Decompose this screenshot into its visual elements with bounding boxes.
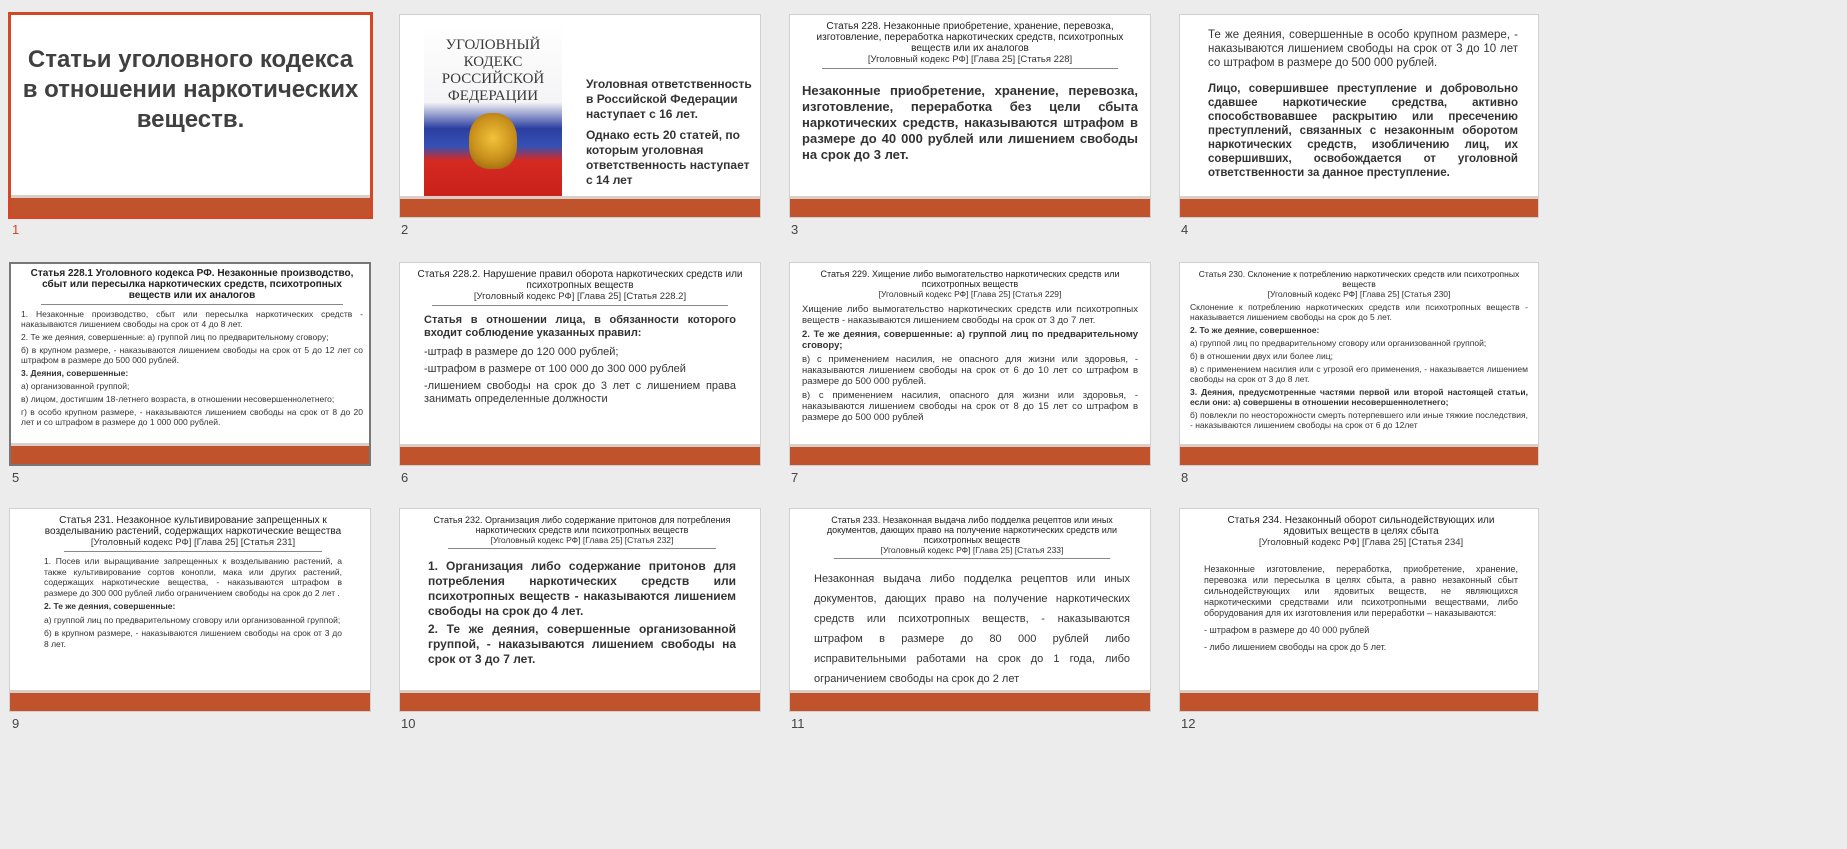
slide-thumbnail-5[interactable]	[9, 262, 371, 466]
slide-footer-bar	[790, 196, 1150, 217]
slide-footer-bar	[400, 196, 760, 217]
slide-number: 9	[12, 716, 20, 731]
article-reference: [Уголовный кодекс РФ] [Глава 25] [Статья 230]	[1267, 289, 1451, 299]
article-header: Статья 231. Незаконное культивирование запрещенных к возделыванию растений, содержащих наркотические вещества	[44, 515, 342, 537]
slide-paragraph: Уголовная ответственность в Российской Федерации наступает с 16 лет.	[586, 77, 752, 121]
slide-line: г) в особо крупном размере, - наказываются лишением свободы на срок от 8 до 20 лет и со штрафом в размере до 1 000 000 рублей.	[21, 407, 363, 427]
slide-number: 5	[12, 470, 20, 485]
slide-footer-bar	[1180, 196, 1538, 217]
slide-line: -лишением свободы на срок до 3 лет с лишением права занимать определенные должности	[424, 380, 736, 405]
slide-number: 2	[401, 222, 409, 237]
slide-line: -штраф в размере до 120 000 рублей;	[424, 346, 619, 358]
divider	[41, 304, 343, 305]
article-reference: [Уголовный кодекс РФ] [Глава 25] [Статья 232]	[490, 535, 674, 545]
slide-thumbnail-1[interactable]	[8, 12, 373, 219]
slide-thumbnail-12[interactable]	[1179, 508, 1539, 712]
slide-thumbnail-8[interactable]	[1179, 262, 1539, 466]
slide-content	[814, 515, 1130, 689]
slide-footer-bar	[11, 195, 370, 216]
slide-footer-bar	[790, 690, 1150, 711]
article-reference: [Уголовный кодекс РФ] [Глава 25] [Статья 231]	[90, 537, 296, 548]
slide-thumbnail-6[interactable]	[399, 262, 761, 466]
slide-line: б) повлекли по неосторожности смерть потерпевшего или иные тяжкие последствия, - наказываются лишением свободы на срок от 6 до 12лет	[1190, 410, 1528, 430]
slide-thumbnail-2[interactable]	[399, 14, 761, 218]
slide-content	[1208, 25, 1518, 195]
divider	[448, 548, 716, 549]
divider	[432, 305, 728, 306]
slide-number: 3	[791, 222, 799, 237]
slide-thumbnail-7[interactable]	[789, 262, 1151, 466]
slide-content	[1190, 269, 1528, 443]
article-reference: [Уголовный кодекс РФ] [Глава 25] [Статья 228.2]	[473, 291, 687, 302]
slide-content	[412, 269, 748, 443]
article-header: Статья 230. Склонение к потреблению наркотических средств или психотропных веществ	[1198, 269, 1520, 289]
slide-text	[586, 77, 754, 188]
slide-line: - либо лишением свободы на срок до 5 лет.	[1204, 642, 1387, 652]
slide-thumbnail-10[interactable]	[399, 508, 761, 712]
slide-line: б) в отношении двух или более лиц;	[1190, 351, 1333, 361]
slide-line: Хищение либо вымогательство наркотических средств или психотропных веществ - наказываются лишением свободы на срок от 3 до 7 лет.	[802, 304, 1138, 326]
slide-number: 7	[791, 470, 799, 485]
article-header: Статья 228.2. Нарушение правил оборота наркотических средств или психотропных веществ	[417, 269, 743, 291]
slide-footer-bar	[400, 444, 760, 465]
divider	[64, 551, 322, 552]
slide-footer-bar	[1180, 690, 1538, 711]
slide-line: 2. То же деяние, совершенное:	[1190, 325, 1320, 335]
article-reference: [Уголовный кодекс РФ] [Глава 25] [Статья 234]	[1258, 537, 1464, 548]
slide-line: в) с применением насилия, опасного для жизни или здоровья, - наказываются лишением свободы на срок от 8 до 15 лет со штрафом в размере до 500 000 рублей	[802, 390, 1138, 423]
slide-title: Статьи уголовного кодекса в отношении наркотических веществ.	[22, 46, 359, 133]
slide-line: 1. Организация либо содержание притонов для потребления наркотических средств или психотропных веществ - наказываются лишением свободы на срок до 4 лет.	[428, 559, 736, 618]
book-title: УГОЛОВНЫЙ КОДЕКС РОССИЙСКОЙ ФЕДЕРАЦИИ	[441, 37, 545, 104]
slide-footer-bar	[400, 690, 760, 711]
slide-line: в) с применением насилия, не опасного для жизни или здоровья, - наказываются лишением свободы на срок от 6 до 10 лет со штрафом в размере до 500 000 рублей.	[802, 354, 1138, 387]
slide-footer-bar	[11, 443, 369, 464]
divider	[822, 68, 1118, 69]
slide-number: 4	[1181, 222, 1189, 237]
article-reference: [Уголовный кодекс РФ] [Глава 25] [Статья 228]	[867, 54, 1073, 65]
slide-line: а) группой лиц по предварительному сговору или организованной группой;	[1190, 338, 1487, 348]
slide-number: 10	[401, 716, 416, 731]
slide-line: 1. Незаконные производство, сбыт или пересылка наркотических средств - наказываются лишением свободы на срок от 4 до 8 лет.	[21, 309, 363, 329]
slide-line: б) в крупном размере, - наказываются лишением свободы на срок от 5 до 12 лет со штрафом в размере до 500 000 рублей.	[21, 345, 363, 365]
slide-paragraph: Лицо, совершившее преступление и добровольно сдавшее наркотические средства, активно способствовавшее раскрытию или пресечению преступлений, связанных с незаконным оборотом наркотических средств, изобличению лиц, их совершивших, освобождается от уголовной ответственности за данное преступление.	[1208, 83, 1518, 179]
slide-thumbnail-11[interactable]	[789, 508, 1151, 712]
slide-content	[802, 269, 1138, 443]
article-header: Статья 233. Незаконная выдача либо подделка рецептов или иных документов, дающих право на получение наркотических средств или психотропных веществ	[826, 515, 1118, 545]
slide-content	[44, 515, 342, 689]
slide-line: Статья в отношении лица, в обязанности которого входит соблюдение указанных правил:	[424, 314, 736, 339]
slide-number: 11	[791, 716, 805, 731]
slide-paragraph: Однако есть 20 статей, по которым уголовная ответственность наступает с 14 лет	[586, 128, 750, 187]
slide-number: 6	[401, 470, 409, 485]
article-reference: [Уголовный кодекс РФ] [Глава 25] [Статья 233]	[880, 545, 1064, 555]
slide-paragraph: Незаконная выдача либо подделка рецептов или иных документов, дающих право на получение наркотических средств или психотропных веществ, - наказываются штрафом в размере до 80 000 рублей либо исправительными работами на срок до 1 года, либо ограничением свободы на срок до 2 лет	[814, 573, 1130, 685]
slide-paragraph: Те же деяния, совершенные в особо крупном размере, - наказываются лишением свободы на срок от 3 до 10 лет со штрафом в размере до 500 000 рублей.	[1208, 29, 1518, 69]
slide-line: а) организованной группой;	[21, 381, 130, 391]
slide-thumbnail-3[interactable]	[789, 14, 1151, 218]
slide-footer-bar	[1180, 444, 1538, 465]
slide-line: 3. Деяния, предусмотренные частями первой или второй настоящей статьи, если они: а) совершены в отношении несовершеннолетнего;	[1190, 387, 1528, 407]
article-reference: [Уголовный кодекс РФ] [Глава 25] [Статья 229]	[878, 289, 1062, 299]
divider	[834, 558, 1110, 559]
slide-thumbnail-9[interactable]	[9, 508, 371, 712]
slide-content	[428, 515, 736, 689]
article-header: Статья 229. Хищение либо вымогательство наркотических средств или психотропных веществ	[820, 269, 1120, 289]
slide-line: 2. Те же деяния, совершенные: а) группой лиц по предварительному сговору;	[802, 329, 1138, 351]
slide-paragraph: Незаконные приобретение, хранение, перевозка, изготовление, переработка без цели сбыта наркотических средств, наказываются штрафом в размере до 40 000 рублей или лишением свободы на срок до 3 лет.	[802, 83, 1138, 162]
slide-content	[21, 268, 363, 442]
slide-line: в) с применением насилия или с угрозой его применения, - наказывается лишением свободы на срок от 3 до 8 лет.	[1190, 364, 1528, 384]
article-header: Статья 232. Организация либо содержание притонов для потребления наркотических средств или психотропных веществ	[433, 515, 731, 535]
article-header: Статья 228. Незаконные приобретение, хранение, перевозка, изготовление, переработка наркотических средств, психотропных веществ или их аналогов	[816, 21, 1124, 54]
article-header: Статья 228.1 Уголовного кодекса РФ. Незаконные производство, сбыт или пересылка наркотических средств, психотропных веществ или их аналогов	[30, 268, 354, 301]
slide-footer-bar	[790, 444, 1150, 465]
slide-line: 2. Те же деяния, совершенные:	[44, 601, 176, 611]
slide-line: Склонение к потреблению наркотических средств или психотропных веществ - наказывается лишением свободы на срок до 5 лет.	[1190, 302, 1528, 322]
slide-line: а) группой лиц по предварительному сговору или организованной группой;	[44, 614, 341, 625]
slide-number: 1	[12, 222, 20, 237]
book-cover-image	[424, 23, 562, 199]
slide-number: 8	[1181, 470, 1189, 485]
slide-line: 2. Те же деяния, совершенные организованной группой, - наказываются лишением свободы на срок от 3 до 7 лет.	[428, 622, 736, 666]
slide-thumbnail-4[interactable]	[1179, 14, 1539, 218]
slide-line: - штрафом в размере до 40 000 рублей	[1204, 625, 1370, 635]
slide-line: 3. Деяния, совершенные:	[21, 368, 129, 378]
slide-content	[1204, 515, 1518, 689]
slide-content	[802, 21, 1138, 195]
slide-number: 12	[1181, 716, 1196, 731]
slide-line: б) в крупном размере, - наказываются лишением свободы на срок от 3 до 8 лет.	[44, 628, 342, 649]
article-header: Статья 234. Незаконный оборот сильнодействующих или ядовитых веществ в целях сбыта	[1227, 515, 1495, 537]
slide-line: 2. Те же деяния, совершенные: а) группой лиц по предварительному сговору;	[21, 332, 329, 342]
slide-line: -штрафом в размере от 100 000 до 300 000 рублей	[424, 363, 686, 375]
slide-line: 1. Посев или выращивание запрещенных к возделыванию растений, а также культивирование сортов конопли, мака или других растений, содержащих наркотические вещества, - наказываются штрафом в размере до 300 000 рублей либо ограничением свободы на срок до 2 лет .	[44, 556, 342, 598]
coat-of-arms-icon	[469, 113, 517, 169]
slide-line: Незаконные изготовление, переработка, приобретение, хранение, перевозка или пересылка в целях сбыта, а равно незаконный сбыт сильнодействующих или ядовитых веществ, не являющихся наркотическими средствами или психотропными веществами, либо оборудования для их изготовления или переработки – наказываются:	[1204, 564, 1518, 618]
slide-line: в) лицом, достигшим 18-летнего возраста, в отношении несовершеннолетнего;	[21, 394, 335, 404]
slide-footer-bar	[10, 690, 370, 711]
